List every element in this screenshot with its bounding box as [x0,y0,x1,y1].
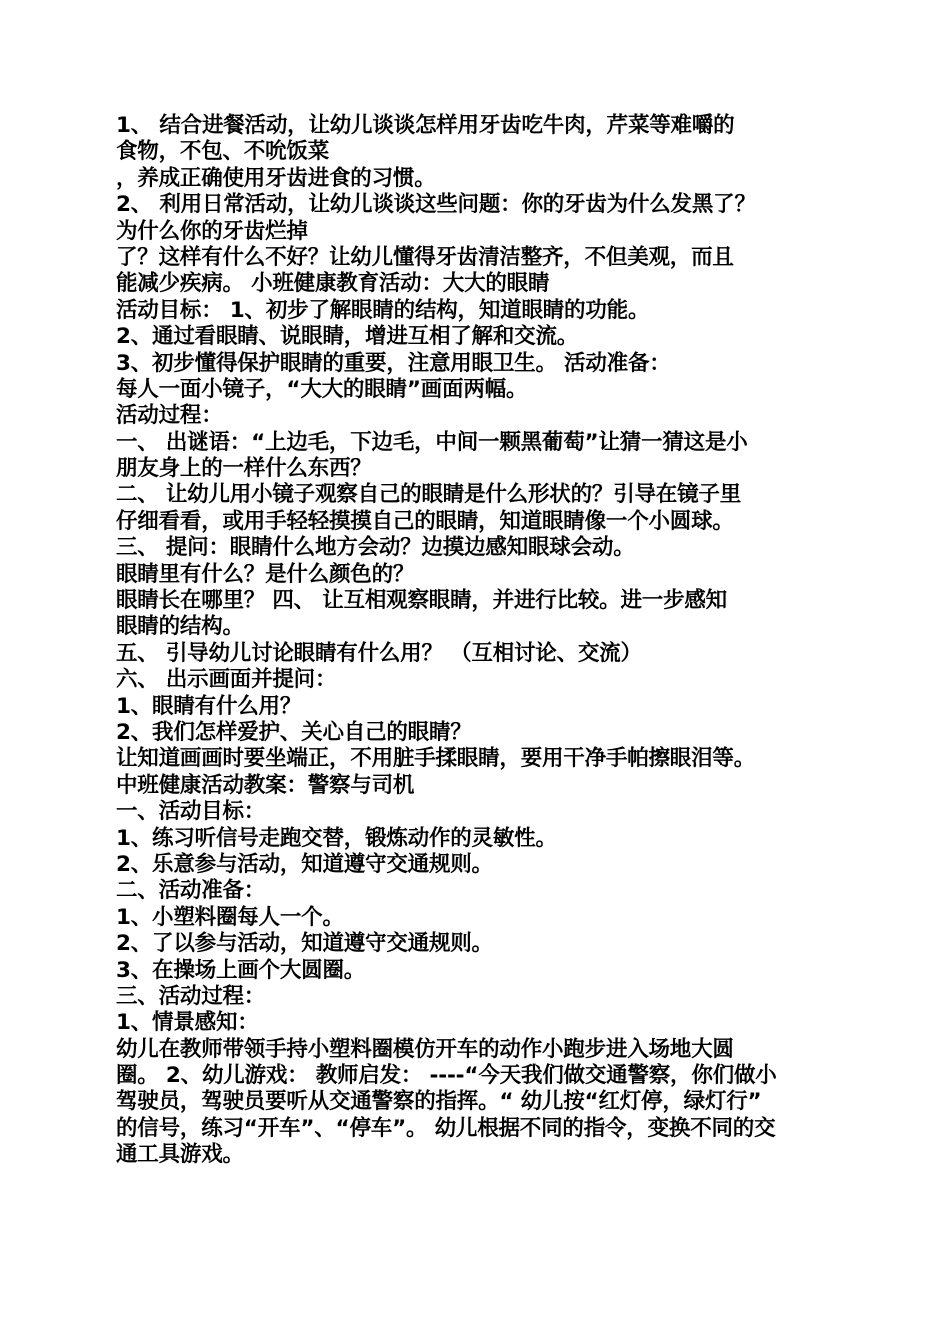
text-line: 一、活动目标： [116,799,266,825]
text-line: 六、 出示画面并提问： [116,667,337,693]
text-line: 让知道画画时要坐端正，不用脏手揉眼睛，要用干净手帕擦眼泪等。 [116,746,756,772]
text-line: 圈。 2、幼儿游戏： 教师启发： ----“今天我们做交通警察，你们做小 [116,1063,777,1089]
text-line: 能减少疾病。 小班健康教育活动：大大的眼睛 [116,271,550,297]
text-line: 了？这样有什么不好？让幼儿懂得牙齿清洁整齐，不但美观，而且 [116,244,734,270]
text-line: 通工具游戏。 [116,1142,244,1168]
text-line: 幼儿在教师带领手持小塑料圈模仿开车的动作小跑步进入场地大圆 [116,1036,734,1062]
text-line: 2、我们怎样爱护、关心自己的眼睛？ [116,719,472,745]
text-line: 驾驶员，驾驶员要听从交通警察的指挥。“ 幼儿按“红灯停，绿灯行” [116,1089,762,1115]
text-line: 一、 出谜语：“上边毛，下边毛，中间一颗黑葡萄”让猜一猜这是小 [116,429,748,455]
text-line: 1、眼睛有什么用？ [116,693,302,719]
text-line: 1、情景感知： [116,1010,259,1036]
text-line: 二、 让幼儿用小镜子观察自己的眼睛是什么形状的？引导在镜子里 [116,482,741,508]
text-line: 的信号，练习“开车”、“停车”。 幼儿根据不同的指令，变换不同的交 [116,1115,776,1141]
text-line: 眼睛的结构。 [116,614,244,640]
text-line: 1、小塑料圈每人一个。 [116,904,344,930]
text-line: 2、了以参与活动，知道遵守交通规则。 [116,931,493,957]
text-line: 活动过程： [116,403,223,429]
text-line: 3、在操场上画个大圆圈。 [116,957,366,983]
text-line: 1、 结合进餐活动，让幼儿谈谈怎样用牙齿吃牛肉，芹菜等难嚼的 [116,113,735,138]
text-line: 三、 提问：眼睛什么地方会动？边摸边感知眼球会动。 [116,535,635,561]
text-line: 为什么你的牙齿烂掉 [116,218,308,244]
text-line: 每人一面小镜子，“大大的眼睛”画面两幅。 [116,376,528,402]
text-line: 眼睛长在哪里？ 四、 让互相观察眼睛，并进行比较。进一步感知 [116,588,727,614]
text-line: 二、活动准备： [116,878,266,904]
text-line: 眼睛里有什么？是什么颜色的？ [116,561,415,587]
text-line: 3、初步懂得保护眼睛的重要，注意用眼卫生。 活动准备： [116,350,671,376]
text-line: 食物，不包、不吮饭菜 [116,139,330,165]
text-line: 中班健康活动教案：警察与司机 [116,772,415,798]
text-line: 活动目标： 1、初步了解眼睛的结构，知道眼睛的功能。 [116,297,650,323]
text-line: 2、 利用日常活动，让幼儿谈谈这些问题：你的牙齿为什么发黑了？ [116,192,756,218]
text-line: 2、通过看眼睛、说眼睛，增进互相了解和交流。 [116,324,579,350]
text-line: 2、乐意参与活动，知道遵守交通规则。 [116,851,493,877]
text-line: 五、 引导幼儿讨论眼睛有什么用？ （互相讨论、交流） [116,640,642,666]
text-line: 1、练习听信号走跑交替，锻炼动作的灵敏性。 [116,825,557,851]
text-line: 仔细看看，或用手轻轻摸摸自己的眼睛，知道眼睛像一个小圆球。 [116,508,734,534]
text-line: 朋友身上的一样什么东西？ [116,456,372,482]
document-body [116,113,841,1169]
text-line: 三、活动过程： [116,983,266,1009]
text-line: ，养成正确使用牙齿进食的习惯。 [116,165,436,191]
